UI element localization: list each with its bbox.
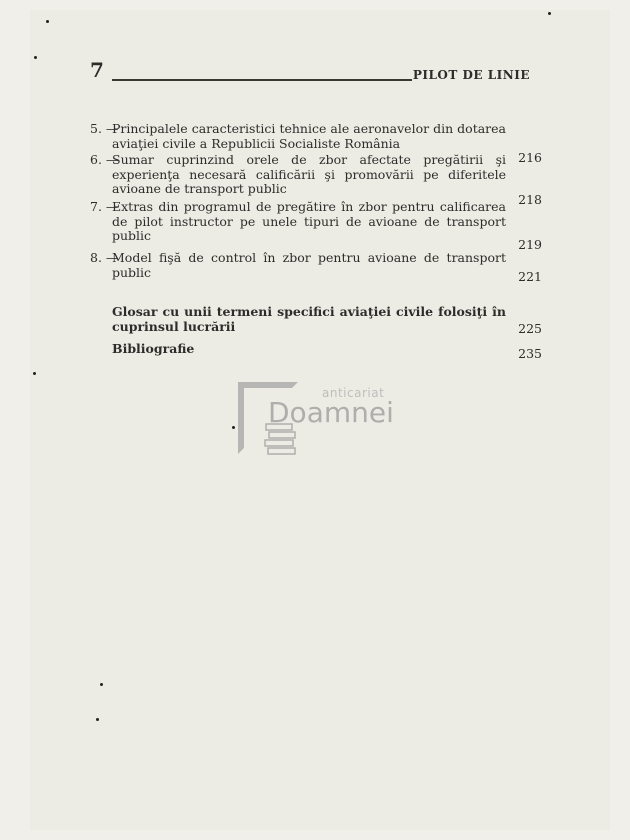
watermark-small-text: anticariat [322, 386, 385, 400]
speck [34, 56, 37, 59]
page-header [90, 58, 530, 88]
entry-page: 225 [518, 321, 542, 336]
entry-text: Glosar cu unii termeni specifici aviaţiei civile folosiţi în cuprinsul lucrării [112, 304, 506, 334]
toc-entry-bibliography [90, 341, 542, 361]
page-number: 7 [90, 58, 104, 82]
toc-entry-6 [90, 150, 542, 207]
speck [100, 683, 103, 686]
entry-page: 219 [518, 237, 542, 252]
entry-number: 5. — [90, 121, 119, 136]
speck [548, 12, 551, 15]
entry-number: 6. — [90, 152, 119, 167]
entry-number: 8. — [90, 250, 119, 265]
watermark-logo [238, 382, 418, 472]
entry-page: 216 [518, 150, 542, 165]
header-rule [112, 79, 412, 81]
toc-entry-5 [90, 121, 542, 165]
toc-entry-glossary [90, 305, 542, 334]
entry-text: Sumar cuprinzind orele de zbor afectate pregătirii şi experienţa necesară calificării şi promovării pe diferitele avioane de transport public [112, 152, 506, 196]
entry-page: 235 [518, 346, 542, 361]
speck [96, 718, 99, 721]
entry-page: 221 [518, 269, 542, 284]
entry-text: Bibliografie [112, 341, 195, 356]
speck [33, 372, 36, 375]
entry-page: 218 [518, 192, 542, 207]
speck [46, 20, 49, 23]
watermark-big-text: Doamnei [268, 396, 394, 429]
entry-text: Principalele caracteristici tehnice ale aeronavelor din dotarea aviaţiei civile a Republicii Socialiste România [112, 121, 506, 151]
running-head: PILOT DE LINIE [412, 68, 530, 82]
entry-text: Extras din programul de pregătire în zbor pentru calificarea de pilot instructor pe unele tipuri de avioane de transport public [112, 199, 506, 243]
entry-text: Model fişă de control în zbor pentru avioane de transport public [112, 250, 506, 280]
speck [232, 426, 235, 429]
entry-number: 7. — [90, 199, 119, 214]
toc-entry-8 [90, 250, 542, 284]
